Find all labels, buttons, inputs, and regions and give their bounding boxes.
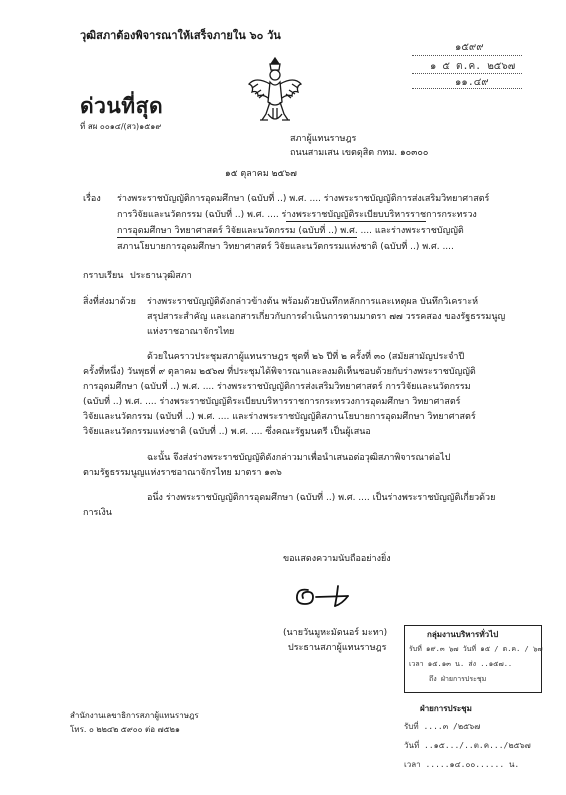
stamp-line-date: วันที่ ..๑๕.../..ต.ค.../๒๕๖๗ [404, 741, 531, 750]
receipt-number: ๑๕๙๙ [455, 42, 484, 53]
signatory-name: (นายวันมูหะมัดนอร์ มะทา) [283, 628, 388, 638]
enclosure-label: สิ่งที่ส่งมาด้วย [83, 297, 136, 307]
stamp-line [412, 73, 522, 74]
stamp-line [412, 88, 522, 89]
signatory-title: ประธานสภาผู้แทนราษฎร [288, 643, 387, 653]
stamp-title: กลุ่มงานบริหารทั่วไป [427, 630, 499, 639]
body-line: อนึ่ง ร่างพระราชบัญญัติการอุดมศึกษา (ฉบับที่ ..) พ.ศ. .... เป็นร่างพระราชบัญญัติเกี่ยวด้วย [147, 493, 496, 503]
letter-date: ๑๕ ตุลาคม ๒๕๖๗ [225, 169, 297, 179]
footer-phone: โทร. ๐ ๒๒๔๒ ๕๙๐๐ ต่อ ๗๕๒๑ [70, 725, 180, 734]
urgency-label: ด่วนที่สุด [80, 94, 164, 118]
body-line: วิจัยและนวัตกรรมแห่งชาติ (ฉบับที่ ..) พ.ศ. .... ซึ่งคณะรัฐมนตรี เป็นผู้เสนอ [83, 427, 371, 437]
body-line: ฉะนั้น จึงส่งร่างพระราชบัญญัติดังกล่าวมาเพื่อนำเสนอต่อวุฒิสภาพิจารณาต่อไป [147, 453, 451, 463]
deadline-note: วุฒิสภาต้องพิจารณาให้เสร็จภายใน ๖๐ วัน [80, 29, 281, 42]
sender-address: ถนนสามเสน เขตดุสิต กทม. ๑๐๓๐๐ [290, 148, 429, 158]
body-line: การเงิน [83, 508, 112, 518]
subject-label: เรื่อง [83, 194, 101, 204]
closing-phrase: ขอแสดงความนับถืออย่างยิ่ง [283, 554, 391, 564]
enclosure-line: ร่างพระราชบัญญัติดังกล่าวข้างต้น พร้อมด้วยบันทึกหลักการและเหตุผล บันทึกวิเคราะห์ [147, 297, 479, 307]
stamp-line-received: รับที่ ....๓ /๒๕๖๗ [404, 722, 481, 731]
salutation-recipient: ประธานวุฒิสภา [130, 271, 192, 281]
enclosure-line: แห่งราชอาณาจักรไทย [147, 327, 235, 337]
subject-line: ร่างพระราชบัญญัติการอุดมศึกษา (ฉบับที่ ..) พ.ศ. .... ร่างพระราชบัญญัติการส่งเสริมวิทยาศาสตร์ [117, 194, 490, 204]
document-number: ที่ สผ ๐๐๑๔/(สว)๑๕๑๙ [80, 122, 162, 131]
stamp-line-to: ถึง ฝ่ายการประชุม [429, 675, 487, 683]
stamp-line-time: เวลา .....๑๔.๐๐...... น. [404, 760, 520, 769]
salutation-label: กราบเรียน [83, 271, 124, 281]
enclosure-line: สรุปสาระสำคัญ และเอกสารเกี่ยวกับการดำเนินการตามมาตรา ๗๗ วรรคสอง ของรัฐธรรมนูญ [147, 312, 506, 322]
body-line: ด้วยในคราวประชุมสภาผู้แทนราษฎร ชุดที่ ๒๖ ปีที่ ๒ ครั้งที่ ๓๐ (สมัยสามัญประจำปี [147, 352, 465, 362]
receipt-time: ๑๑.๔๙ [455, 77, 489, 88]
body-line: (ฉบับที่ ..) พ.ศ. .... ร่างพระราชบัญญัติระเบียบบริหารราชการกระทรวงการอุดมศึกษา วิทยาศาสตร์ [83, 397, 461, 407]
body-line: ครั้งที่หนึ่ง) วันพุธที่ ๙ ตุลาคม ๒๕๖๗ ที่ประชุมได้พิจารณาและลงมติเห็นชอบด้วยกับร่างพระราชบัญญัติ [83, 367, 476, 377]
body-line: การอุดมศึกษา (ฉบับที่ ..) พ.ศ. .... ร่างพระราชบัญญัติการส่งเสริมวิทยาศาสตร์ การวิจัยและนวัตกรรม [83, 382, 471, 392]
subject-line: สภานโยบายการอุดมศึกษา วิทยาศาสตร์ วิจัยและนวัตกรรมแห่งชาติ (ฉบับที่ ..) พ.ศ. .... [117, 242, 454, 252]
handwritten-underline [286, 221, 426, 222]
garuda-emblem [246, 54, 304, 128]
sender-org: สภาผู้แทนราษฎร [290, 134, 357, 144]
subject-line: การวิจัยและนวัตกรรม (ฉบับที่ ..) พ.ศ. .... ร่างพระราชบัญญัติระเบียบบริหารราชการกระทรวง [117, 210, 477, 220]
stamp-line-time: เวลา ๑๕.๑๓ น. ส่ง ..๑๕๗.. [409, 660, 513, 668]
stamp-title: ฝ่ายการประชุม [420, 704, 472, 713]
stamp-line-received: รับที่ ๑๙.๓ ๖๗ วันที่ ๑๕ / ต.ค. / ๖๗ [409, 645, 543, 653]
receipt-date: ๑ ๕ ต.ค. ๒๕๖๗ [430, 61, 516, 72]
admin-receive-stamp [404, 625, 542, 693]
subject-line: การอุดมศึกษา วิทยาศาสตร์ วิจัยและนวัตกรรม (ฉบับที่ ..) พ.ศ. .... และร่างพระราชบัญญัติ [117, 226, 464, 236]
stamp-line [412, 55, 522, 56]
signature-mark [288, 580, 368, 612]
body-line: วิจัยและนวัตกรรม (ฉบับที่ ..) พ.ศ. .... และร่างพระราชบัญญัติสภานโยบายการอุดมศึกษา วิทยาศาสตร์ [83, 412, 476, 422]
handwritten-underline [117, 237, 357, 238]
footer-office: สำนักงานเลขาธิการสภาผู้แทนราษฎร [70, 711, 199, 720]
body-line: ตามรัฐธรรมนูญแห่งราชอาณาจักรไทย มาตรา ๑๓๖ [83, 468, 282, 478]
